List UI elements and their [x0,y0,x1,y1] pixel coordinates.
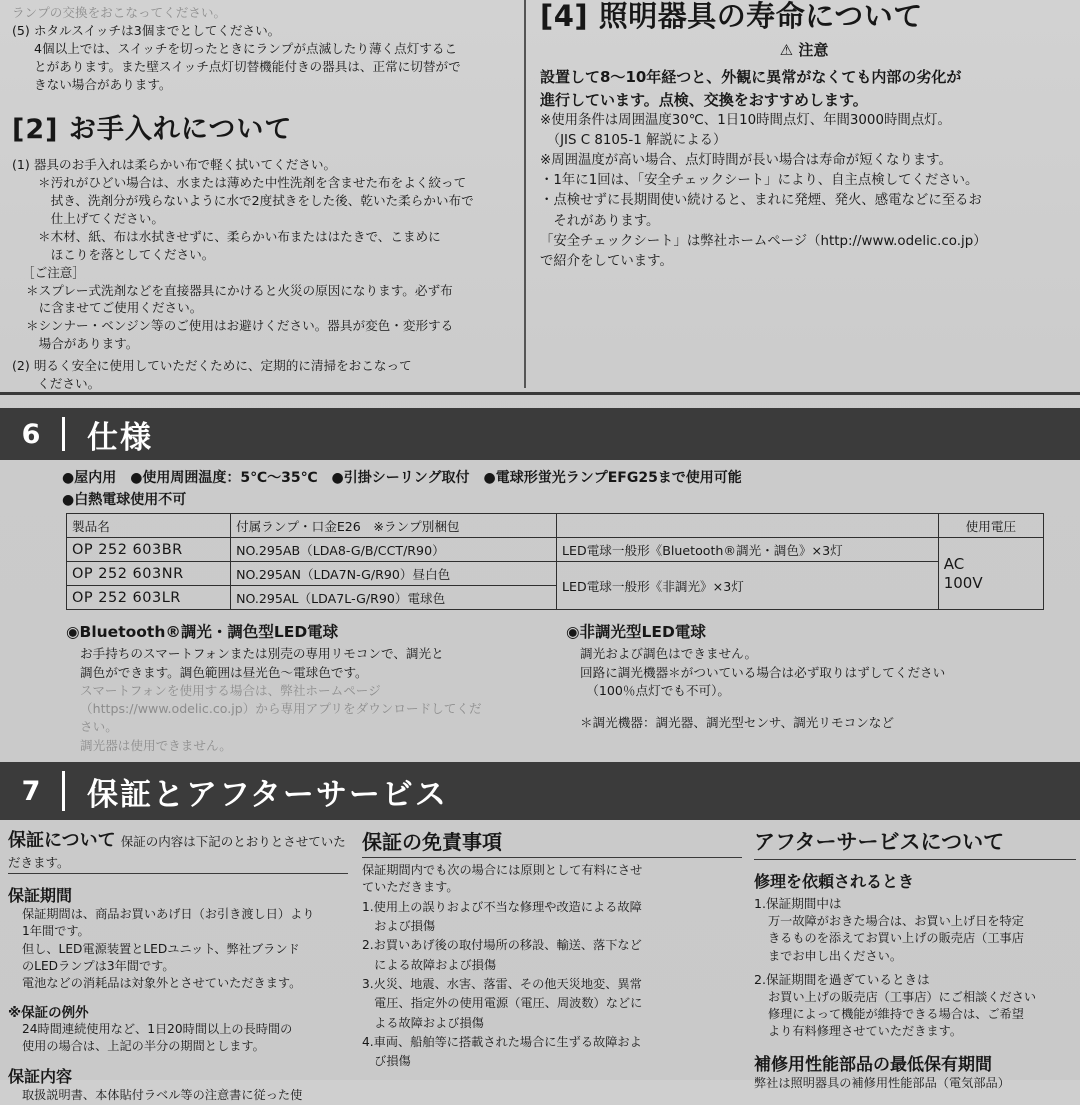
table-row [67,562,1044,586]
warranty-about-note: 保証の内容は下記のとおりとさせていただきます。 [8,834,346,870]
divider-top [0,392,1080,395]
section2-line-1: ＊汚れがひどい場合は、水または薄めた中性洗剤を含ませた布をよく絞って [38,175,467,191]
section-4-title: [4] 照明器具の寿命について [540,0,923,33]
disclaimer-line-0: 保証期間内でも次の場合には原則として有料にさせ [362,863,643,877]
warranty-period-line-2: 但し、LED電源装置とLEDユニット、弊社ブランド [22,941,300,956]
th-blank [557,514,939,538]
bluetooth-note-grey-1: （https://www.odelic.co.jp）から専用アプリをダウンロードしてくだ [80,701,482,717]
cell-model-0: OP 252 603BR [67,538,231,562]
cell-model-2: OP 252 603LR [67,586,231,610]
disclaimer-item-8: び損傷 [362,1054,411,1069]
warranty-content-line-0: 取扱説明書、本体貼付ラベル等の注意書に従った使 [22,1088,303,1103]
bluetooth-note-line-1: 調色ができます。調色範囲は昼光色〜電球色です。 [80,664,368,680]
repair-item2-line-0: お買い上げの販売店（工事店）にご相談ください [768,989,1037,1004]
rt-line-1: 進行しています。点検、交換をおすすめします。 [540,90,868,109]
cell-lamp-2: NO.295AL（LDA7L-G/R90）電球色 [231,586,557,610]
warranty-col-1 [8,826,348,1105]
section-7-title: 保証とアフターサービス [87,776,448,813]
cell-type-0: LED電球一般形《Bluetooth®調光・調色》×3灯 [557,538,939,562]
nondim-note-line-2: （100％点灯でも不可）。 [580,682,730,698]
table-row [67,538,1044,562]
th-product-name: 製品名 [67,514,231,538]
disclaimer-item-5: 電圧、指定外の使用電源（電圧、周波数）などに [362,996,643,1011]
item5-line-2: とがあります。また壁スイッチ点灯切替機能付きの器具は、正常に切替がで [34,58,461,74]
warranty-exception-title: ※保証の例外 [8,1004,89,1021]
rt-line-8: 「安全チェックシート」は弊社ホームページ（http://www.odelic.co.jp） [540,233,987,249]
repair-item2-line-2: より有料修理させていただきます。 [768,1024,963,1039]
spec-table [66,513,1044,610]
warranty-exception-line-0: 24時間連続使用など、1日20時間以上の長時間の [22,1021,293,1036]
bluetooth-note-line-0: お手持ちのスマートフォンまたは別売の専用リモコンで、調光と [80,646,444,662]
section2-line-2: 拭き、洗剤分が残らないように水で2度拭きをした後、乾いた柔らかい布で [38,193,474,209]
disclaimer-item-7: 4.車両、船舶等に搭載された場合に生ずる故障およ [362,1034,642,1049]
item5-line-1: 4個以上では、スイッチを切ったときにランプが点滅したり薄く点灯するこ [34,40,458,56]
repair-item1-line-1: きるものを添えてお買い上げの販売店（工事店 [768,931,1024,946]
warranty-exception-line-1: 使用の場合は、上記の半分の期間とします。 [22,1038,265,1053]
rt-line-6: ・点検せずに長期間使い続けると、まれに発煙、発火、感電などに至るお [540,193,982,209]
rt-line-3: （JIS C 8105-1 解説による） [540,133,727,149]
repair-item1-line-2: までお申し出ください。 [768,948,903,963]
section2-line-9: ＊シンナー・ベンジン等のご使用はお避けください。器具が変色・変形する [26,318,454,334]
cell-lamp-1: NO.295AN（LDA7N-G/R90）昼白色 [231,562,557,586]
cell-lamp-0: NO.295AB（LDA8-G/B/CCT/R90） [231,538,557,562]
caution-label: ⚠ 注意 [779,41,829,59]
section2-line-0: (1) 器具のお手入れは柔らかい布で軽く拭いてください。 [12,157,337,173]
warranty-period-line-0: 保証期間は、商品お買いあげ日（お引き渡し日）より [22,907,315,921]
repair-item2-line-1: 修理によって機能が維持できる場合は、ご希望 [768,1007,1024,1022]
section2-line-8: に含ませてご使用ください。 [26,300,203,316]
item5-line-0: (5) ホタルスイッチは3個までとしてください。 [12,22,281,38]
disclaimer-item-3: による故障および損傷 [362,957,497,972]
left-top-column [12,4,512,393]
bluetooth-note-grey-3: 調光器は使用できません。 [80,737,232,753]
item5-line-3: きない場合があります。 [34,76,172,92]
repair-item-2: 2.保証期間を過ぎているときは [754,971,930,987]
warranty-about-title: 保証について [8,830,116,851]
section-6-title: 仕様 [87,419,153,456]
bluetooth-note-grey-0: スマートフォンを使用する場合は、弊社ホームページ [80,682,381,698]
disclaimer-item-6: よる故障および損傷 [362,1015,484,1030]
spec-notes [0,620,1080,770]
nondim-footnote: ＊調光機器：調光器、調光型センサ、調光リモコンなど [580,715,894,731]
warranty-period-line-4: 電池などの消耗品は対象外とさせていただきます。 [22,976,302,991]
nondim-note-line-1: 回路に調光機器＊がついている場合は必ず取りはずしてください [580,664,946,680]
spec-note-right [566,620,1046,732]
rt-line-5: ・1年に1回は、「安全チェックシート」により、自主点検してください。 [540,173,979,189]
section2-line-11: (2) 明るく安全に使用していただくために、定期的に清掃をおこなって [12,358,412,373]
disclaimer-item-2: 2.お買いあげ後の取付場所の移設、輸送、落下など [362,938,642,953]
warranty-period-title: 保証期間 [8,886,73,905]
warranty-content-title: 保証内容 [8,1067,73,1087]
right-top-column [540,0,1068,272]
section2-line-10: 場合があります。 [26,336,139,352]
section-6-number: 6 [21,418,41,450]
section2-line-6: ［ご注意］ [22,264,85,280]
spec-body [0,462,1080,770]
disclaimer-line-1: ていただきます。 [362,880,459,895]
disclaimer-item-0: 1.使用上の誤りおよび不当な修理や改造による故障 [362,899,642,914]
section-2-title: [2] お手入れについて [12,114,293,146]
after-service-title: アフターサービスについて [754,830,1005,854]
nondim-note-title: ◉非調光型LED電球 [566,623,706,642]
section-7-number: 7 [21,775,41,807]
rt-line-0: 設置して8〜10年経つと、外観に異常がなくても内部の劣化が [540,68,962,86]
warranty-col-2 [362,826,742,1071]
voltage-ac: AC [943,555,965,574]
spec-note-left [66,620,546,755]
section2-line-7: ＊スプレー式洗剤などを直接器具にかけると火災の原因になります。必ず布 [26,282,453,298]
warranty-col-3 [754,826,1076,1092]
repair-request-title: 修理を依頼されるとき [754,872,915,891]
bluetooth-note-grey-2: さい。 [80,719,118,735]
spec-bullet-0: ●屋内用 ●使用周囲温度：5℃〜35℃ ●引掛シーリング取付 ●電球形蛍光ランプEFG25まで使用可能 [62,470,742,486]
section2-line-4: ＊木材、紙、布は水拭きせずに、柔らかい布またははたきで、こまめに [38,228,441,244]
disclaimer-item-1: および損傷 [362,918,436,933]
cell-voltage [938,538,1043,610]
voltage-100v: 100V [943,573,983,592]
rt-line-7: それがあります。 [540,213,660,229]
faded-line: ランプの交換をおこなってください。 [12,5,227,20]
section2-line-3: 仕上げてください。 [38,211,164,226]
cell-model-1: OP 252 603NR [67,562,231,586]
th-voltage: 使用電圧 [938,514,1043,538]
warranty-period-line-1: 1年間です。 [22,924,90,939]
section-7-header [0,762,1080,820]
cell-type-1: LED電球一般形《非調光》×3灯 [557,562,939,610]
column-divider [524,0,526,388]
bluetooth-note-title: ◉Bluetooth®調光・調色型LED電球 [66,623,339,642]
disclaimer-title: 保証の免責事項 [362,830,502,854]
parts-retention-title: 補修用性能部品の最低保有期間 [754,1054,992,1075]
table-header-row [67,514,1044,538]
rt-line-9: で紹介をしています。 [540,253,673,269]
section-6-header [0,408,1080,460]
section2-line-5: ほこりを落としてください。 [38,246,215,262]
repair-item-1: 1.保証期間中は [754,896,842,911]
rt-line-2: ※使用条件は周囲温度30℃、1日10時間点灯、年間3000時間点灯。 [540,113,951,128]
nondim-note-line-0: 調光および調色はできません。 [580,646,758,662]
parts-retention-line-0: 弊社は照明器具の補修用性能部品（電気部品） [754,1075,1010,1090]
spec-bullet-1: ●白熱電球使用不可 [62,491,187,508]
th-lamp: 付属ランプ・口金E26 ※ランプ別梱包 [231,514,557,538]
disclaimer-item-4: 3.火災、地震、水害、落雷、その他天災地変、異常 [362,976,642,991]
repair-item1-line-0: 万一故障がおきた場合は、お買い上げ日を特定 [768,913,1024,928]
warranty-period-line-3: のLEDランプは3年間です。 [22,958,175,973]
section2-line-12: ください。 [12,375,101,391]
rt-line-4: ※周囲温度が高い場合、点灯時間が長い場合は寿命が短くなります。 [540,153,952,169]
